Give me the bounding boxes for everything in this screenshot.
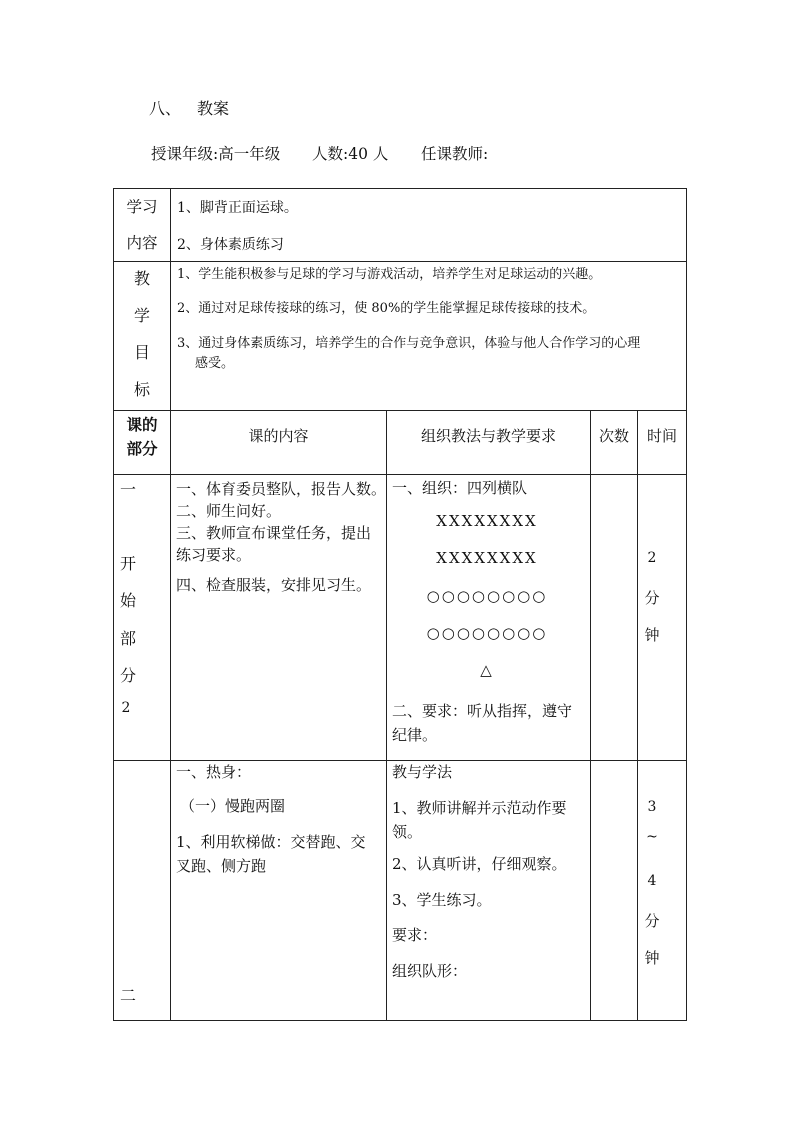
time-char: 分: [644, 589, 660, 607]
formation-row: XXXXXXXX: [436, 549, 538, 567]
goal-label-char: 学: [133, 306, 150, 325]
header-time: 时间: [646, 427, 677, 445]
grade-info: 授课年级:高一年级: [151, 145, 281, 163]
row-divider: [113, 474, 687, 475]
part-char: 分: [119, 666, 136, 685]
teacher-position: △: [480, 661, 494, 679]
formation-row: XXXXXXXX: [436, 512, 538, 530]
time-char: 钟: [644, 626, 660, 644]
method-title: 一、组织：四列横队: [392, 479, 528, 497]
part-char: 二: [119, 986, 136, 1005]
header-method: 组织教法与教学要求: [420, 427, 556, 445]
column-divider: [637, 410, 638, 1021]
student-count: 人数:40 人: [312, 145, 389, 163]
time-char: 分: [644, 912, 660, 930]
column-divider: [170, 188, 171, 1021]
goal-item: 3、通过身体素质练习，培养学生的合作与竞争意识，体验与他人合作学习的心理: [177, 336, 641, 351]
section1-requirement: 二、要求：听从指挥，遵守 纪律。: [392, 702, 573, 744]
teacher-field: 任课教师:: [421, 145, 489, 163]
content-label: 学习 内容: [126, 198, 158, 252]
section2-content: 一、热身： （一）慢跑两圈 1、利用软梯做：交替跑、交 叉跑、侧方跑: [176, 763, 366, 875]
section-title: 教案: [197, 99, 230, 118]
goal-label-char: 标: [133, 380, 150, 399]
part-char: 一: [119, 480, 136, 499]
goal-item: 2、通过对足球传接球的练习，使 80%的学生能掌握足球传接球的技术。: [177, 301, 596, 316]
header-part: 课的 部分: [126, 415, 158, 458]
formation-row: ○○○○○○○○: [426, 624, 548, 642]
formation-row: ○○○○○○○○: [426, 587, 548, 605]
header-content: 课的内容: [248, 427, 309, 445]
time-char: ~: [646, 829, 658, 845]
section1-content: 一、体育委员整队，报告人数。 二、师生问好。 三、教师宣布课堂任务，提出 练习要求。 四、检查服装，安排见习生。: [176, 480, 387, 594]
section2-method: 教与学法 1、教师讲解并示范动作要 领。 2、认真听讲，仔细观察。 3、学生练习。 要求： 组织队形：: [392, 763, 567, 980]
time-char: 2: [647, 550, 657, 566]
section-number: 八、: [149, 99, 182, 118]
content-items: 1、脚背正面运球。 2、身体素质练习: [177, 200, 298, 253]
part-char: 2: [121, 700, 131, 716]
goal-item: 1、学生能积极参与足球的学习与游戏活动，培养学生对足球运动的兴趣。: [177, 267, 602, 282]
part-char: 开: [119, 554, 136, 573]
part-char: 始: [119, 591, 136, 610]
time-char: 4: [647, 873, 657, 889]
header-times: 次数: [598, 427, 629, 445]
time-char: 3: [647, 799, 657, 815]
part-char: 部: [119, 629, 136, 648]
row-divider: [113, 760, 687, 761]
goal-item: 感受。: [195, 356, 235, 371]
time-char: 钟: [644, 949, 660, 967]
goal-label-char: 目: [133, 343, 150, 362]
row-divider: [113, 410, 687, 411]
column-divider: [386, 410, 387, 1021]
goal-label-char: 教: [133, 269, 150, 288]
column-divider: [590, 410, 591, 1021]
section-heading: [149, 96, 229, 119]
